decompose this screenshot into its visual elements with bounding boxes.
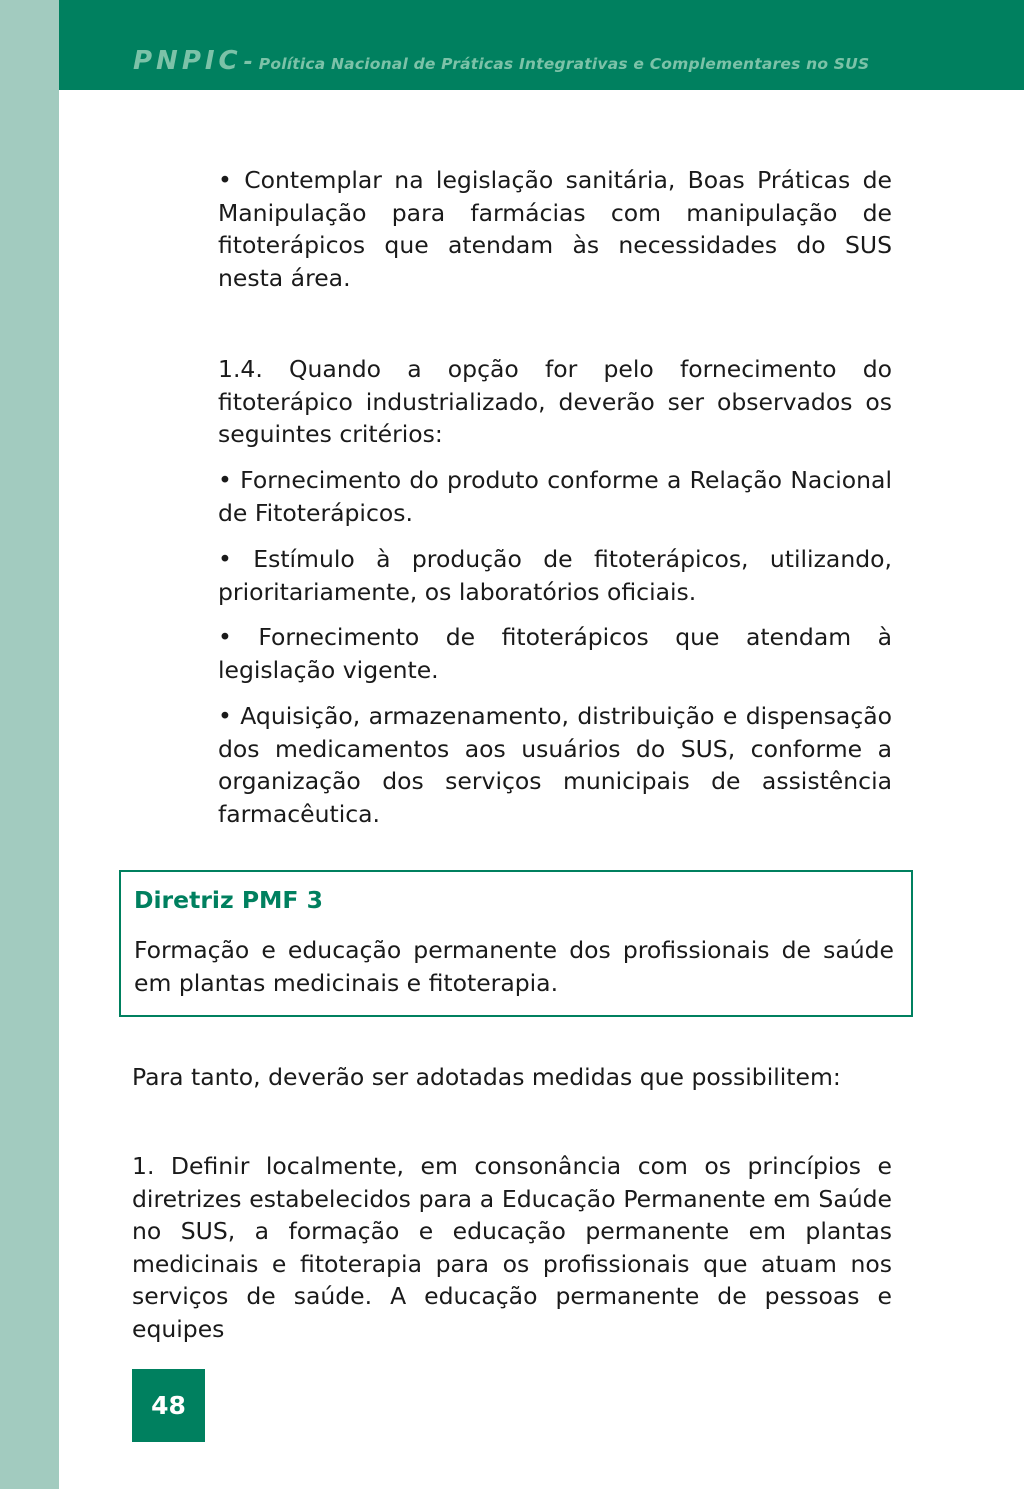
bullet-manipulacao: • Contemplar na legislação sanitária, Boas Práticas de Manipulação para farmácias com manipulação de fitoterápicos que atendam às necessidades do SUS nesta área. xyxy=(218,166,892,292)
item-1: 1. Definir localmente, em consonância com os princípios e diretrizes estabelecidos para a Educação Permanente em Saúde no SUS, a formação e educação permanente em plantas medicinais e fitoterapia para os profissionais que atuam nos serviços de saúde. A educação permanente de pessoas e equipes xyxy=(132,1152,892,1343)
bullet-item: • Fornecimento de fitoterápicos que atendam à legislação vigente. xyxy=(218,623,892,684)
header-acronym: PNPIC xyxy=(133,46,242,76)
running-header xyxy=(133,46,869,82)
bullet-item: • Fornecimento do produto conforme a Relação Nacional de Fitoterápicos. xyxy=(218,466,892,527)
header-separator: - xyxy=(243,50,253,75)
bullet-item: • Estímulo à produção de fitoterápicos, utilizando, prioritariamente, os laboratórios oficiais. xyxy=(218,545,892,606)
item-1-4: 1.4. Quando a opção for pelo fornecimento do fitoterápico industrializado, deverão ser observados os seguintes critérios: xyxy=(218,355,892,448)
intro-paragraph: Para tanto, deverão ser adotadas medidas que possibilitem: xyxy=(132,1063,841,1091)
side-decorative-bar xyxy=(0,0,59,1489)
bullet-item: • Aquisição, armazenamento, distribuição e dispensação dos medicamentos aos usuários do SUS, conforme a organização dos serviços municipais de assistência farmacêutica. xyxy=(218,702,892,828)
diretriz-body: Formação e educação permanente dos profissionais de saúde em plantas medicinais e fitoterapia. xyxy=(134,936,894,997)
diretriz-box xyxy=(119,870,913,1017)
header-full-title: Política Nacional de Práticas Integrativas e Complementares no SUS xyxy=(258,55,870,73)
page-number: 48 xyxy=(132,1369,205,1442)
diretriz-title: Diretriz PMF 3 xyxy=(134,886,324,914)
